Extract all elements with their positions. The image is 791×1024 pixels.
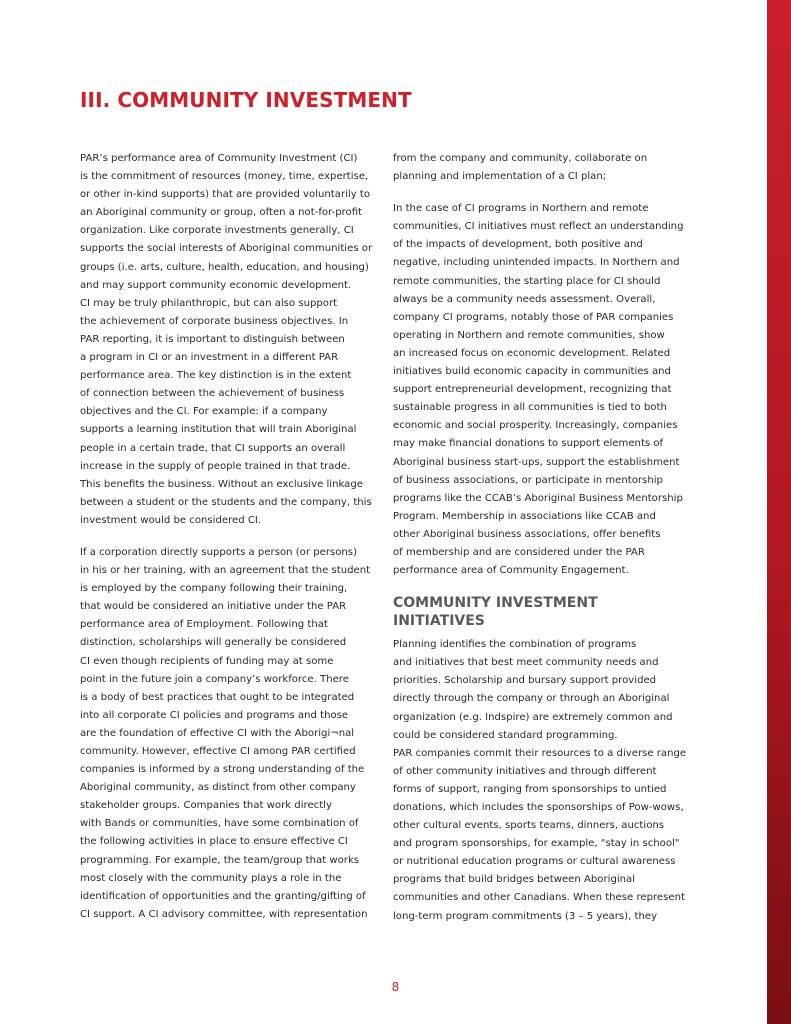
text-line: operating in Northern and remote communities, show [393, 329, 665, 341]
text-line: the following activities in place to ensure effective CI [80, 836, 348, 848]
text-line: In the case of CI programs in Northern and remote [393, 203, 649, 215]
text-line: company CI programs, notably those of PAR companies [393, 311, 674, 323]
paragraph [393, 636, 693, 926]
text-line: organization (e.g. Indspire) are extremely common and [393, 711, 673, 723]
text-line: directly through the company or through an Aboriginal [393, 693, 670, 705]
text-line: CI may be truly philanthropic, but can also support [80, 297, 338, 309]
text-line: people in a certain trade, that CI supports an overall [80, 442, 346, 454]
text-line: PAR reporting, it is important to distinguish between [80, 333, 345, 345]
text-line: always be a community needs assessment. Overall, [393, 293, 656, 305]
text-line: CI even though recipients of funding may at some [80, 655, 334, 667]
text-line: of connection between the achievement of business [80, 388, 345, 400]
text-line: performance area of Community Engagement. [393, 565, 629, 577]
text-line: initiatives build economic capacity in communities and [393, 366, 671, 378]
text-line: Planning identifies the combination of programs [393, 639, 637, 651]
text-line: or other in-kind supports) that are provided voluntarily to [80, 189, 371, 201]
text-line: donations, which includes the sponsorships of Pow-wows, [393, 802, 684, 813]
text-line: is the commitment of resources (money, time, expertise, [80, 171, 369, 183]
text-line: performance area. The key distinction is in the extent [80, 370, 352, 382]
side-accent-bar [767, 0, 791, 1024]
text-line: the achievement of corporate business objectives. In [80, 315, 349, 327]
text-line: forms of support, ranging from sponsorships to untied [393, 783, 667, 795]
section-heading [393, 594, 693, 630]
text-line: that would be considered an initiative under the PAR [80, 601, 347, 613]
text-line: This benefits the business. Without an exclusive linkage [80, 478, 363, 490]
text-line: stakeholder groups. Companies that work directly [80, 800, 332, 812]
text-line: objectives and the CI. For example: if a company [80, 406, 328, 418]
paragraph [80, 150, 376, 530]
text-line: economic and social prosperity. Increasingly, companies [393, 420, 678, 432]
text-line: planning and implementation of a CI plan; [393, 171, 607, 183]
text-line: with Bands or communities, have some combination of [80, 818, 359, 830]
paragraph [393, 150, 693, 186]
text-line: may make financial donations to support elements of [393, 438, 664, 450]
text-line: If a corporation directly supports a person (or persons) [80, 546, 358, 558]
text-line: programs that build bridges between Aboriginal [393, 874, 636, 886]
text-line: in his or her training, with an agreement that the student [80, 565, 371, 577]
left-column [80, 150, 376, 938]
text-line: investment would be considered CI. [80, 514, 262, 526]
text-line: Aboriginal community, as distinct from other company [80, 782, 356, 794]
text-line: of the impacts of development, both positive and [393, 239, 643, 251]
text-line: long-term program commitments (3 – 5 years), they [393, 910, 658, 922]
text-line: is employed by the company following their training, [80, 583, 348, 595]
text-line: programs like the CCAB’s Aboriginal Business Mentorship [393, 492, 683, 504]
text-line: supports a learning institution that will train Aboriginal [80, 424, 357, 436]
text-line: most closely with the community plays a role in the [80, 872, 342, 884]
text-line: of other community initiatives and through different [393, 765, 657, 777]
text-line: or nutritional education programs or cultural awareness [393, 856, 676, 868]
paragraph [393, 200, 693, 580]
text-line: a program in CI or an investment in a different PAR [80, 352, 339, 364]
text-line: organization. Like corporate investments generally, CI [80, 225, 354, 237]
text-line: communities and other Canadians. When these represent [393, 892, 685, 904]
text-line: distinction, scholarships will generally be considered [80, 637, 347, 649]
page-number: 8 [391, 980, 400, 994]
text-line: CI support. A CI advisory committee, with representation [80, 908, 368, 920]
text-line: from the company and community, collaborate on [393, 153, 648, 164]
text-line: an Aboriginal community or group, often a not-for-profit [80, 207, 363, 219]
text-line: between a student or the students and the company, this [80, 496, 372, 508]
text-line: programming. For example, the team/group that works [80, 854, 360, 866]
text-line: other Aboriginal business associations, offer benefits [393, 528, 661, 540]
text-line: negative, including unintended impacts. In Northern and [393, 257, 680, 269]
text-line: and initiatives that best meet community needs and [393, 657, 659, 669]
text-line: performance area of Employment. Following that [80, 619, 328, 631]
text-line: PAR companies commit their resources to a diverse range [393, 747, 687, 759]
text-line: community. However, effective CI among PAR certified [80, 746, 356, 757]
text-line: are the foundation of effective CI with the Aborigi¬nal [80, 727, 355, 739]
heading-line: INITIATIVES [393, 613, 485, 630]
text-line: sustainable progress in all communities is tied to both [393, 402, 667, 414]
text-line: into all corporate CI policies and programs and those [80, 709, 349, 721]
text-line: communities, CI initiatives must reflect an understanding [393, 221, 684, 233]
text-line: support entrepreneurial development, recognizing that [393, 384, 672, 396]
text-line: increase in the supply of people trained in that trade. [80, 460, 351, 472]
text-line: is a body of best practices that ought to be integrated [80, 691, 355, 703]
text-line: and may support community economic development. [80, 279, 352, 291]
text-line: and program sponsorships, for example, "stay in school" [393, 838, 680, 850]
text-line: other cultural events, sports teams, dinners, auctions [393, 820, 665, 832]
text-line: could be considered standard programming. [393, 729, 618, 741]
page-title: III. COMMUNITY INVESTMENT [80, 88, 412, 112]
right-column [393, 150, 693, 940]
text-line: Aboriginal business start-ups, support the establishment [393, 456, 680, 468]
text-line: groups (i.e. arts, culture, health, education, and housing) [80, 261, 369, 273]
text-line: Program. Membership in associations like CCAB and [393, 510, 656, 522]
text-line: an increased focus on economic development. Related [393, 347, 671, 359]
paragraph [80, 544, 376, 924]
heading-line: COMMUNITY INVESTMENT [393, 595, 598, 612]
text-line: priorities. Scholarship and bursary support provided [393, 675, 657, 687]
text-line: remote communities, the starting place for CI should [393, 275, 661, 287]
text-line: PAR’s performance area of Community Investment (CI) [80, 153, 358, 164]
text-line: identification of opportunities and the granting/gifting of [80, 890, 366, 902]
text-line: of membership and are considered under the PAR [393, 546, 645, 558]
text-line: supports the social interests of Aboriginal communities or [80, 243, 373, 255]
text-line: companies is informed by a strong understanding of the [80, 764, 365, 776]
text-line: point in the future join a company’s workforce. There [80, 673, 349, 685]
text-line: of business associations, or participate in mentorship [393, 474, 663, 486]
